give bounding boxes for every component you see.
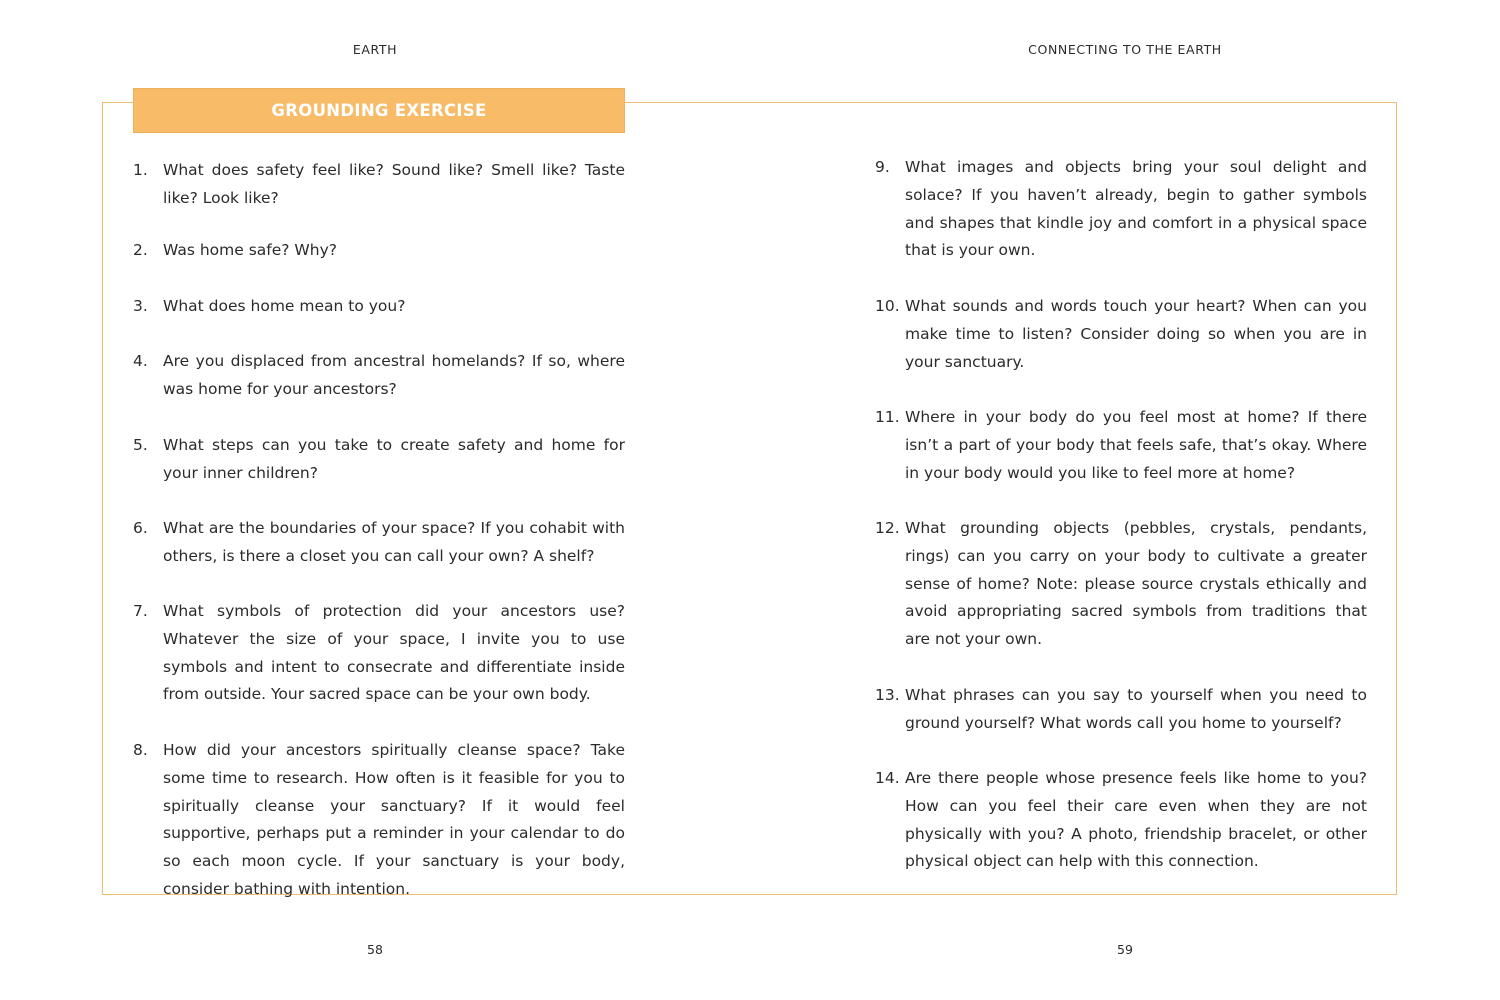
question-text: Where in your body do you feel most at home? If there isn’t a part of your body that feels safe, that’s okay. Where in your body would you like to feel more at home? — [905, 408, 1367, 482]
question-number: 13. — [875, 686, 900, 704]
question-text: What does home mean to you? — [163, 297, 406, 315]
running-head-left: EARTH — [352, 42, 398, 57]
question-number: 4. — [133, 352, 148, 370]
question-number: 9. — [875, 158, 890, 176]
question-text: What are the boundaries of your space? If you cohabit with others, is there a closet you can call your own? A shelf? — [163, 519, 625, 565]
question-text: What symbols of protection did your ancestors use? Whatever the size of your space, I invite you to use symbols and intent to consecrate and differentiate inside from outside. Your sacred space can be your own body. — [163, 602, 625, 704]
question-item — [133, 348, 625, 404]
page-number-right: 59 — [1117, 942, 1133, 957]
question-text: What steps can you take to create safety and home for your inner children? — [163, 436, 625, 482]
question-number: 10. — [875, 297, 900, 315]
page-number-left: 58 — [367, 942, 383, 957]
running-head-right: CONNECTING TO THE EARTH — [1028, 42, 1222, 57]
question-item — [875, 765, 1367, 876]
question-text: What sounds and words touch your heart? When can you make time to listen? Consider doing so when you are in your sanctuary. — [905, 297, 1367, 371]
question-item — [875, 515, 1367, 654]
question-number: 12. — [875, 519, 900, 537]
question-item — [133, 737, 625, 904]
question-item — [133, 598, 625, 709]
question-item — [133, 432, 625, 488]
question-number: 3. — [133, 297, 148, 315]
question-text: Was home safe? Why? — [163, 241, 337, 259]
question-text: What does safety feel like? Sound like? Smell like? Taste like? Look like? — [163, 161, 625, 207]
question-number: 6. — [133, 519, 148, 537]
question-item — [133, 157, 625, 213]
question-item — [875, 293, 1367, 376]
question-item — [875, 682, 1367, 738]
question-text: How did your ancestors spiritually cleanse space? Take some time to research. How often is it feasible for you to spiritually cleanse your sanctuary? If it would feel supportive, perhaps put a reminder in your calendar to do so each moon cycle. If your sanctuary is your body, consider bathing with intention. — [163, 741, 625, 898]
question-number: 8. — [133, 741, 148, 759]
question-number: 2. — [133, 241, 148, 259]
question-text: Are you displaced from ancestral homelands? If so, where was home for your ancestors? — [163, 352, 625, 398]
question-text: What phrases can you say to yourself when you need to ground yourself? What words call you home to yourself? — [905, 686, 1367, 732]
question-item — [133, 515, 625, 571]
question-number: 7. — [133, 602, 148, 620]
question-number: 5. — [133, 436, 148, 454]
question-number: 11. — [875, 408, 900, 426]
question-text: What grounding objects (pebbles, crystals, pendants, rings) can you carry on your body to cultivate a greater sense of home? Note: please source crystals ethically and avoid appropriating sacred symbols from traditions that are not your own. — [905, 519, 1367, 649]
question-item — [133, 293, 625, 321]
question-item — [875, 154, 1367, 265]
question-text: Are there people whose presence feels like home to you? How can you feel their care even when they are not physically with you? A photo, friendship bracelet, or other physical object can help with this connection. — [905, 769, 1367, 871]
section-title-banner: GROUNDING EXERCISE — [133, 88, 625, 133]
question-text: What images and objects bring your soul delight and solace? If you haven’t already, begin to gather symbols and shapes that kindle joy and comfort in a physical space that is your own. — [905, 158, 1367, 260]
question-number: 1. — [133, 161, 148, 179]
question-number: 14. — [875, 769, 900, 787]
question-item — [875, 404, 1367, 487]
question-item — [133, 237, 625, 265]
